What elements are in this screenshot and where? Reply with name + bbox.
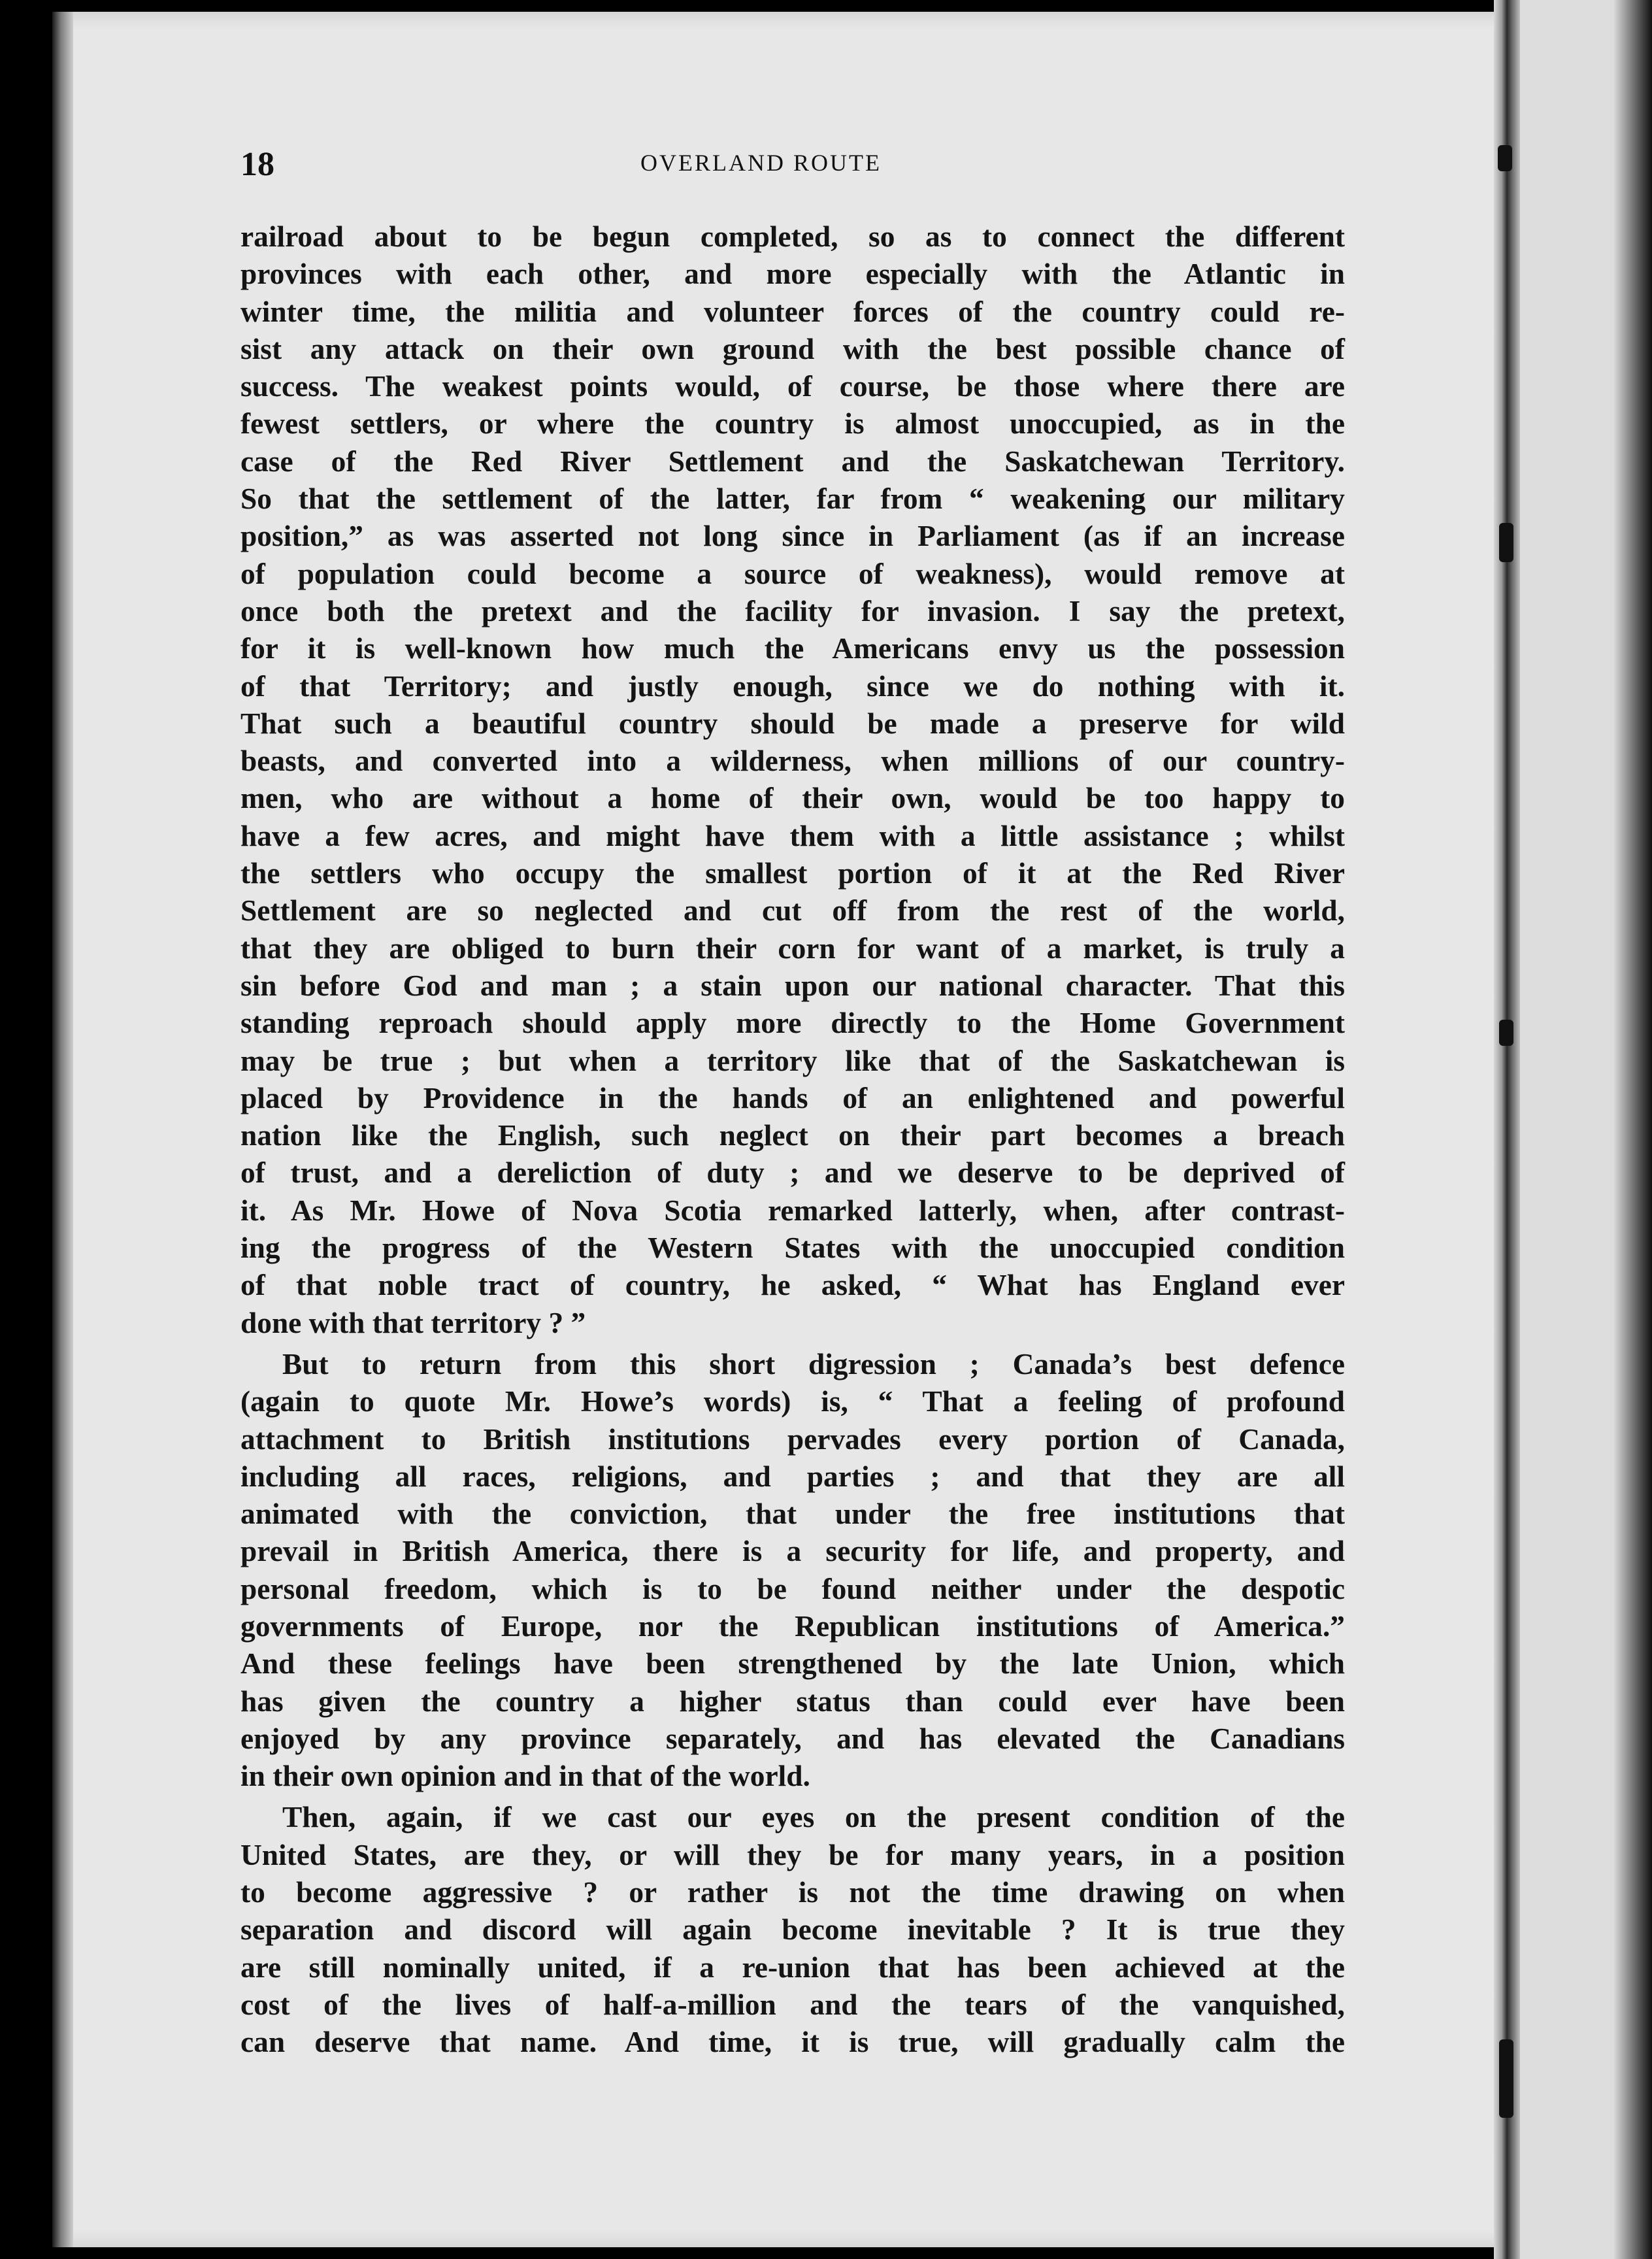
paragraph [240,218,1345,1342]
body-text [240,218,1345,2062]
text-line: Settlement are so neglected and cut off from the rest of the world, [240,894,1345,928]
page-left-edge [52,12,73,2247]
text-line: placed by Providence in the hands of an enlightened and powerful [240,1081,1345,1114]
text-line: including all races, religions, and parties ; and that they are all [240,1460,1345,1493]
text-line: men, who are without a home of their own, would be too happy to [240,782,1345,815]
text-line: standing reproach should apply more directly to the Home Government [240,1007,1345,1040]
text-line: position,” as was asserted not long since in Parliament (as if an increase [240,520,1345,553]
text-line: But to return from this short digression ; Canada’s best defence [282,1347,1345,1380]
text-line: to become aggressive ? or rather is not the time drawing on when [240,1876,1345,1909]
text-line: has given the country a higher status than could ever have been [240,1684,1345,1718]
text-line: enjoyed by any province separately, and has elevated the Canadians [240,1722,1345,1755]
page-number: 18 [240,146,274,183]
text-line: can deserve that name. And time, it is true, will gradually calm the [240,2026,1345,2059]
text-line: (again to quote Mr. Howe’s words) is, “ That a feeling of profound [240,1385,1345,1418]
text-line: that they are obliged to burn their corn for want of a market, is truly a [240,931,1345,965]
text-line: may be true ; but when a territory like that of the Saskatchewan is [240,1044,1345,1077]
binding-stitch [1499,523,1513,562]
text-line: railroad about to be begun completed, so as to connect the different [240,220,1345,253]
text-line: of population could become a source of weakness), would remove at [240,557,1345,590]
paragraph [240,1799,1345,2061]
text-line: sist any attack on their own ground with the best possible chance of [240,332,1345,365]
text-line: winter time, the militia and volunteer forces of the country could re- [240,295,1345,328]
paragraph-container [240,218,1345,2062]
book-gutter [1494,0,1520,2259]
binding-stitch [1499,1020,1513,1046]
running-head: OVERLAND ROUTE [640,150,882,176]
text-line: success. The weakest points would, of course, be those where there are [240,370,1345,403]
text-line: the settlers who occupy the smallest portion of it at the Red River [240,857,1345,890]
text-line: And these feelings have been strengthened by the late Union, which [240,1647,1345,1681]
text-line: governments of Europe, nor the Republican institutions of America.” [240,1609,1345,1643]
text-line: are still nominally united, if a re-union that has been achieved at the [240,1950,1345,1984]
text-line: of that noble tract of country, he asked, “ What has England ever [240,1269,1345,1302]
text-line: Then, again, if we cast our eyes on the present condition of the [282,1801,1345,1834]
text-line: case of the Red River Settlement and the Saskatchewan Territory. [240,444,1345,478]
text-line: personal freedom, which is to be found neither under the despotic [240,1572,1345,1605]
text-line: for it is well-known how much the Americans envy us the possession [240,632,1345,665]
text-line: cost of the lives of half-a-million and the tears of the vanquished, [240,1988,1345,2021]
text-line: done with that territory ? ” [240,1306,586,1339]
text-line: provinces with each other, and more especially with the Atlantic in [240,258,1345,291]
text-line: prevail in British America, there is a security for life, and property, and [240,1535,1345,1568]
text-line: of trust, and a dereliction of duty ; and we deserve to be deprived of [240,1156,1345,1190]
text-line: animated with the conviction, that under the free institutions that [240,1498,1345,1531]
text-line: have a few acres, and might have them with a little assistance ; whilst [240,819,1345,852]
facing-page-shadow [1614,0,1652,2259]
text-line: sin before God and man ; a stain upon our national character. That this [240,969,1345,1002]
text-line: beasts, and converted into a wilderness, when millions of our country- [240,745,1345,778]
text-line: once both the pretext and the facility for invasion. I say the pretext, [240,594,1345,628]
text-line: That such a beautiful country should be made a preserve for wild [240,707,1345,740]
text-line: separation and discord will again become inevitable ? It is true they [240,1913,1345,1947]
page-header [235,145,1359,191]
binding-stitch [1499,2039,1513,2118]
text-line: fewest settlers, or where the country is almost unoccupied, as in the [240,407,1345,441]
text-line: it. As Mr. Howe of Nova Scotia remarked latterly, when, after contrast- [240,1194,1345,1227]
paragraph [240,1346,1345,1796]
text-line: attachment to British institutions pervades every portion of Canada, [240,1422,1345,1456]
text-line: nation like the English, such neglect on their part becomes a breach [240,1119,1345,1152]
text-line: ing the progress of the Western States with the unoccupied condition [240,1231,1345,1265]
text-line: So that the settlement of the latter, far from “ weakening our military [240,482,1345,516]
text-line: in their own opinion and in that of the world. [240,1760,810,1793]
text-line: United States, are they, or will they be for many years, in a position [240,1838,1345,1871]
text-line: of that Territory; and justly enough, since we do nothing with it. [240,669,1345,703]
binding-stitch [1498,145,1512,171]
